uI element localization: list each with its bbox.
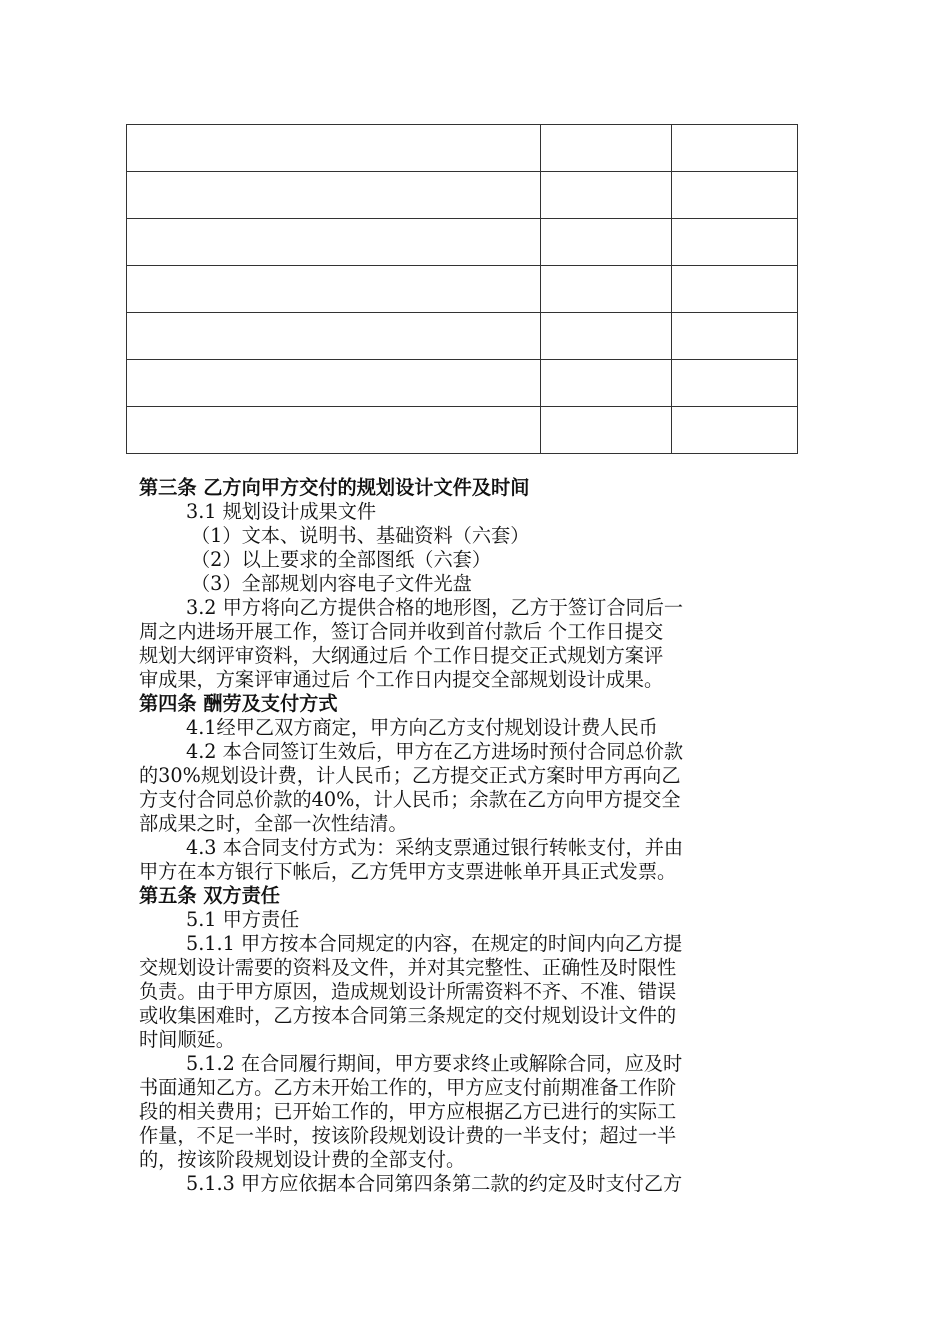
table-cell	[541, 360, 672, 407]
table-cell	[127, 172, 541, 219]
table-cell	[541, 313, 672, 360]
table-cell	[541, 407, 672, 454]
table-cell	[672, 407, 798, 454]
blank-table	[126, 124, 798, 454]
article-heading: 第五条 双方责任	[139, 884, 280, 907]
table-cell	[127, 313, 541, 360]
text-line: 部成果之时，全部一次性结清。	[139, 812, 408, 835]
text-line: 规划大纲评审资料，大纲通过后 个工作日提交正式规划方案评	[139, 644, 664, 667]
text-line: 5.1.2 在合同履行期间，甲方要求终止或解除合同，应及时	[186, 1052, 683, 1075]
table-cell	[672, 125, 798, 172]
table-cell	[541, 125, 672, 172]
table-cell	[127, 125, 541, 172]
table-row	[127, 266, 798, 313]
table-row	[127, 313, 798, 360]
table-cell	[672, 172, 798, 219]
text-line: 的30%规划设计费，计人民币；乙方提交正式方案时甲方再向乙	[139, 764, 681, 787]
text-line: 5.1 甲方责任	[186, 908, 300, 931]
text-line: 负责。由于甲方原因，造成规划设计所需资料不齐、不准、错误	[139, 980, 677, 1003]
table-row	[127, 125, 798, 172]
text-line: 方支付合同总价款的40%，计人民币；余款在乙方向甲方提交全	[139, 788, 681, 811]
table-cell	[541, 219, 672, 266]
text-line: 3.2 甲方将向乙方提供合格的地形图，乙方于签订合同后一	[186, 596, 684, 619]
text-line: 周之内进场开展工作，签订合同并收到首付款后 个工作日提交	[139, 620, 664, 643]
table-cell	[672, 266, 798, 313]
table-cell	[127, 219, 541, 266]
table-cell	[672, 360, 798, 407]
table-row	[127, 219, 798, 266]
text-line: 时间顺延。	[139, 1028, 235, 1051]
text-line: （2）以上要求的全部图纸（六套）	[191, 548, 492, 571]
article-heading: 第三条 乙方向甲方交付的规划设计文件及时间	[139, 476, 530, 499]
text-line: 或收集困难时，乙方按本合同第三条规定的交付规划设计文件的	[139, 1004, 677, 1027]
table-cell	[541, 172, 672, 219]
text-line: 4.3 本合同支付方式为：采纳支票通过银行转帐支付，并由	[186, 836, 684, 859]
table-row	[127, 407, 798, 454]
text-line: （1）文本、说明书、基础资料（六套）	[191, 524, 530, 547]
table-cell	[541, 266, 672, 313]
text-line: 审成果，方案评审通过后 个工作日内提交全部规划设计成果。	[139, 668, 664, 691]
text-line: 交规划设计需要的资料及文件，并对其完整性、正确性及时限性	[139, 956, 677, 979]
table-row	[127, 360, 798, 407]
text-line: 的，按该阶段规划设计费的全部支付。	[139, 1148, 466, 1171]
table-cell	[127, 360, 541, 407]
text-line: 5.1.1 甲方按本合同规定的内容，在规定的时间内向乙方提	[186, 932, 683, 955]
text-line: 甲方在本方银行下帐后，乙方凭甲方支票进帐单开具正式发票。	[139, 860, 677, 883]
text-line: 作量，不足一半时，按该阶段规划设计费的一半支付；超过一半	[139, 1124, 677, 1147]
table-cell	[672, 313, 798, 360]
article-heading: 第四条 酬劳及支付方式	[139, 692, 338, 715]
text-line: （3）全部规划内容电子文件光盘	[191, 572, 472, 595]
text-line: 3.1 规划设计成果文件	[186, 500, 377, 523]
table-cell	[127, 407, 541, 454]
table-cell	[127, 266, 541, 313]
text-line: 4.2 本合同签订生效后，甲方在乙方进场时预付合同总价款	[186, 740, 684, 763]
text-line: 书面通知乙方。乙方未开始工作的，甲方应支付前期准备工作阶	[139, 1076, 677, 1099]
table-row	[127, 172, 798, 219]
contract-body	[139, 476, 815, 1196]
text-line: 5.1.3 甲方应依据本合同第四条第二款的约定及时支付乙方	[186, 1172, 683, 1195]
text-line: 段的相关费用；已开始工作的，甲方应根据乙方已进行的实际工	[139, 1100, 677, 1123]
table-cell	[672, 219, 798, 266]
text-line: 4.1经甲乙双方商定，甲方向乙方支付规划设计费人民币	[186, 716, 658, 739]
